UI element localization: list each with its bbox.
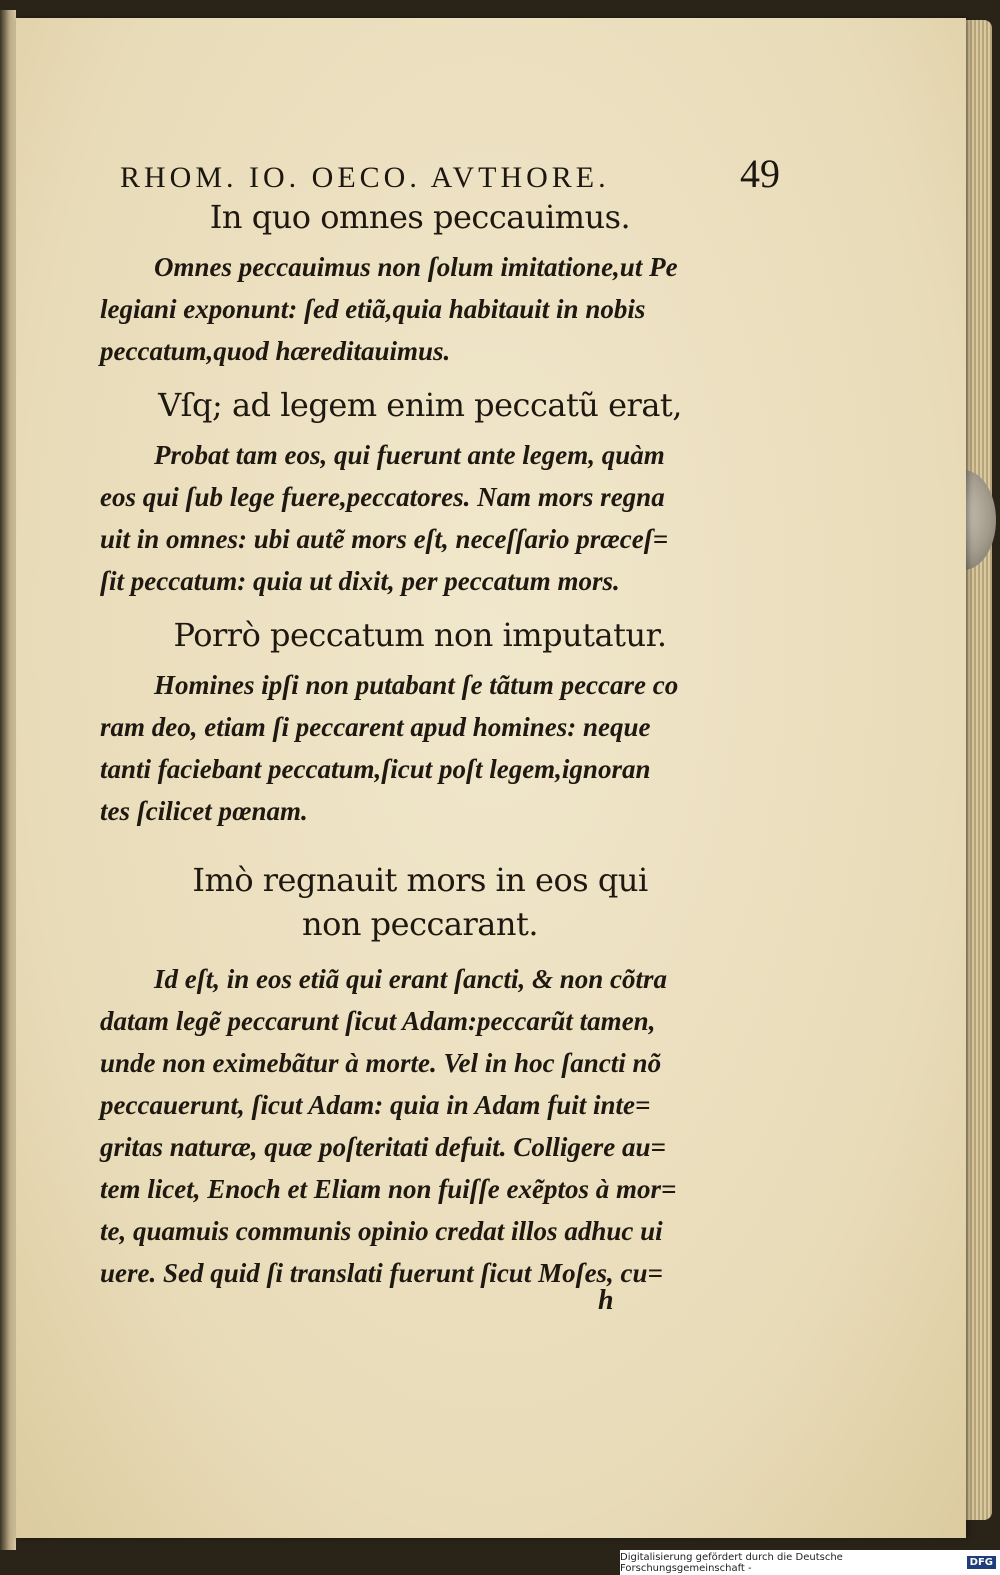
commentary-line: ſit peccatum: quia ut dixit, per peccatum mors. (100, 566, 620, 596)
signature-mark: h (598, 1285, 614, 1316)
lemma-line: Porrò peccatum non imputatur. (173, 616, 667, 654)
commentary-line: peccatum,quod hæreditauimus. (100, 336, 451, 366)
commentary-line: tes ſcilicet pœnam. (100, 796, 308, 826)
running-head (120, 150, 780, 197)
commentary-line: ram deo, etiam ſi peccarent apud homines: neque (100, 712, 651, 742)
text-block (100, 198, 740, 1294)
lemma-4 (100, 858, 740, 946)
commentary-line: unde non eximebãtur à morte. Vel in hoc ſancti nõ (100, 1048, 662, 1078)
left-page-edge (0, 10, 16, 1550)
page-number: 49 (740, 151, 780, 196)
lemma-line: Imò regnauit mors in eos qui (192, 861, 648, 899)
dfg-logo: DFG (967, 1556, 996, 1569)
commentary-4 (100, 958, 740, 1294)
commentary-line: legiani exponunt: ſed etiã,quia habitauit in nobis (100, 294, 646, 324)
commentary-3 (100, 664, 740, 832)
running-head-title: RHOM. IO. OECO. AVTHORE. (120, 161, 610, 194)
lemma-line: In quo omnes peccauimus. (209, 198, 631, 236)
commentary-line: uere. Sed quid ſi translati fuerunt ſicut Moſes, cu= (100, 1258, 663, 1288)
commentary-line: Id eſt, in eos etiã qui erant ſancti, & non cõtra (154, 964, 668, 994)
commentary-line: peccauerunt, ſicut Adam: quia in Adam fuit inte= (100, 1090, 651, 1120)
lemma-3 (100, 616, 740, 654)
commentary-line: Homines ipſi non putabant ſe tãtum peccare co (154, 670, 679, 700)
commentary-1 (100, 246, 740, 372)
commentary-line: Omnes peccauimus non ſolum imitatione,ut Pe (154, 252, 678, 282)
lemma-line: Vſq; ad legem enim peccatũ erat, (158, 386, 682, 424)
commentary-line: gritas naturæ, quæ poſteritati defuit. Colligere au= (100, 1132, 666, 1162)
footer-credit: Digitalisierung gefördert durch die Deutsche Forschungsgemeinschaft - (620, 1551, 843, 1574)
commentary-line: te, quamuis communis opinio credat illos adhuc ui (100, 1216, 663, 1246)
commentary-line: Probat tam eos, qui fuerunt ante legem, quàm (154, 440, 665, 470)
lemma-1 (100, 198, 740, 236)
commentary-line: datam legẽ peccarunt ſicut Adam:peccarũt tamen, (100, 1006, 656, 1036)
commentary-line: tanti faciebant peccatum,ſicut poſt legem,ignoran (100, 754, 651, 784)
commentary-line: uit in omnes: ubi autẽ mors eſt, neceſſario præceſ= (100, 524, 669, 554)
digitization-footer (620, 1550, 1000, 1575)
commentary-2 (100, 434, 740, 602)
commentary-line: eos qui ſub lege fuere,peccatores. Nam mors regna (100, 482, 665, 512)
commentary-line: tem licet, Enoch et Eliam non fuiſſe exẽptos à mor= (100, 1174, 677, 1204)
lemma-2 (100, 386, 740, 424)
lemma-line: non peccarant. (301, 905, 538, 943)
